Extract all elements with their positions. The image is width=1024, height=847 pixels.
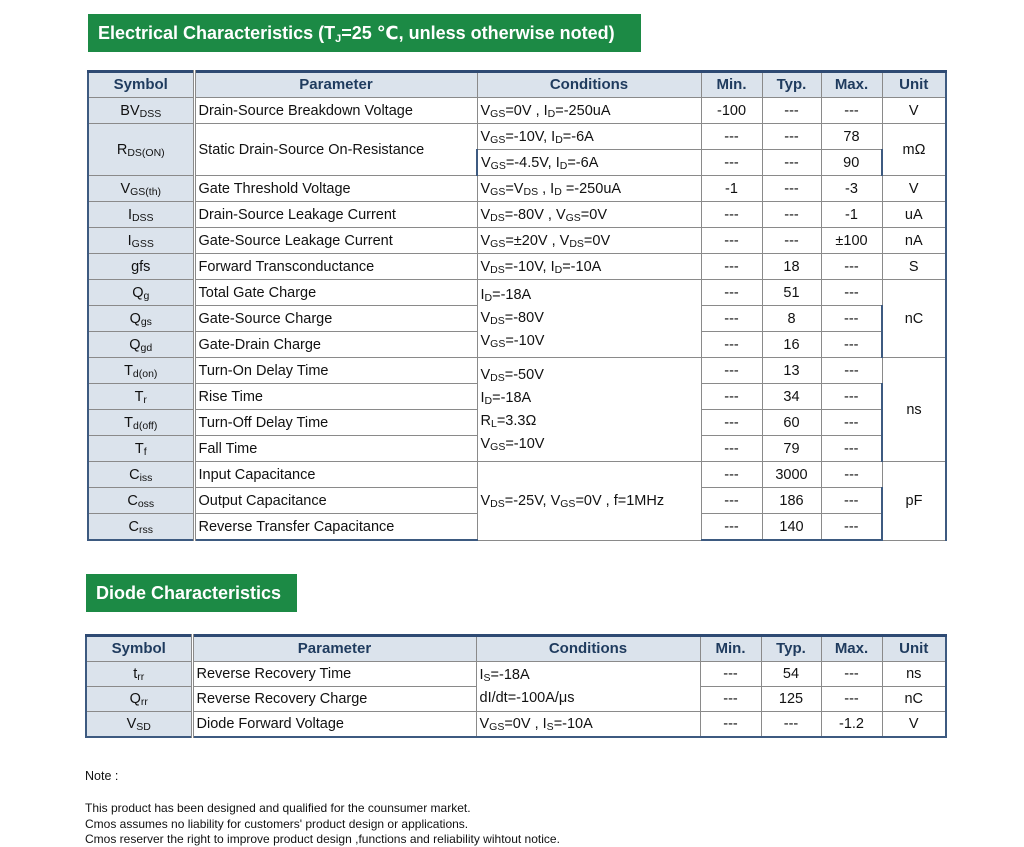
unit-cell: S (882, 254, 946, 280)
min-cell: -1 (701, 176, 762, 202)
min-cell: --- (701, 514, 762, 541)
parameter-cell: Gate-Source Leakage Current (194, 228, 477, 254)
parameter-cell: Fall Time (194, 436, 477, 462)
unit-cell: V (882, 98, 946, 124)
note-line: Cmos assumes no liability for customers' product design or applications. (85, 817, 469, 831)
typ-cell: 51 (762, 280, 821, 306)
header-conditions: Conditions (476, 636, 700, 662)
parameter-cell: Reverse Recovery Time (192, 662, 476, 687)
symbol-cell: $I_{DSS}$ (88, 202, 194, 228)
symbol-cell: $T_f$ (88, 436, 194, 462)
header-typ: Typ. (762, 72, 821, 98)
max-cell: --- (821, 488, 882, 514)
symbol-cell: $R_{DS(ON)}$ (88, 124, 194, 176)
note-label: Note : (85, 769, 119, 783)
min-cell: --- (701, 462, 762, 488)
parameter-cell: Rise Time (194, 384, 477, 410)
table-row (88, 124, 946, 150)
typ-cell: 3000 (762, 462, 821, 488)
typ-cell: 8 (762, 306, 821, 332)
table-header-row (86, 636, 946, 662)
symbol-cell: $Q_{rr}$ (86, 687, 192, 712)
max-cell: --- (821, 306, 882, 332)
symbol-cell: $V_{GS(th)}$ (88, 176, 194, 202)
typ-cell: 186 (762, 488, 821, 514)
conditions-cell: $V_{DS}=-50V$ $I_D=-18A$ $R_L=3.3\Omega$ $V_{GS}=-10V$ (477, 358, 701, 462)
symbol-cell: $BV_{DSS}$ (88, 98, 194, 124)
typ-cell: --- (762, 150, 821, 176)
header-unit: Unit (882, 72, 946, 98)
symbol-cell: $C_{rss}$ (88, 514, 194, 541)
table-header-row (88, 72, 946, 98)
electrical-characteristics-table (87, 70, 947, 541)
table-row (88, 254, 946, 280)
max-cell: -3 (821, 176, 882, 202)
min-cell: --- (700, 687, 761, 712)
max-cell: 78 (821, 124, 882, 150)
max-cell: --- (821, 436, 882, 462)
typ-cell: --- (761, 712, 821, 738)
header-typ: Typ. (761, 636, 821, 662)
min-cell: --- (701, 202, 762, 228)
min-cell: --- (701, 228, 762, 254)
unit-cell: uA (882, 202, 946, 228)
min-cell: -100 (701, 98, 762, 124)
parameter-cell: Turn-Off Delay Time (194, 410, 477, 436)
min-cell: --- (700, 662, 761, 687)
max-cell: --- (821, 332, 882, 358)
min-cell: --- (701, 124, 762, 150)
parameter-cell: Total Gate Charge (194, 280, 477, 306)
unit-cell: nA (882, 228, 946, 254)
unit-cell: nC (882, 687, 946, 712)
max-cell: --- (821, 687, 882, 712)
max-cell: --- (821, 662, 882, 687)
max-cell: --- (821, 254, 882, 280)
conditions-cell: $V_{GS}=-10V$, $I_D=-6A$ (477, 124, 701, 150)
min-cell: --- (701, 306, 762, 332)
table-row (88, 176, 946, 202)
parameter-cell: Static Drain-Source On-Resistance (194, 124, 477, 176)
symbol-cell: $V_{SD}$ (86, 712, 192, 738)
conditions-cell: $V_{DS}=-25V$, $V_{GS}=0V$ , f=1MHz (477, 462, 701, 541)
diode-characteristics-title: Diode Characteristics (86, 574, 297, 612)
table-row (88, 202, 946, 228)
unit-cell: V (882, 176, 946, 202)
parameter-cell: Drain-Source Breakdown Voltage (194, 98, 477, 124)
symbol-cell: $Q_g$ (88, 280, 194, 306)
min-cell: --- (701, 436, 762, 462)
diode-characteristics-table (85, 634, 947, 738)
parameter-cell: Input Capacitance (194, 462, 477, 488)
unit-cell: nC (882, 280, 946, 358)
symbol-cell: $I_{GSS}$ (88, 228, 194, 254)
min-cell: --- (701, 150, 762, 176)
typ-cell: 34 (762, 384, 821, 410)
symbol-cell: $C_{oss}$ (88, 488, 194, 514)
max-cell: --- (821, 98, 882, 124)
typ-cell: 16 (762, 332, 821, 358)
typ-cell: 18 (762, 254, 821, 280)
table-row (88, 98, 946, 124)
typ-cell: --- (762, 124, 821, 150)
conditions-cell: $V_{GS}=\pm 20V$ , $V_{DS}=0V$ (477, 228, 701, 254)
typ-cell: 60 (762, 410, 821, 436)
typ-cell: 140 (762, 514, 821, 541)
symbol-cell: $T_{d(on)}$ (88, 358, 194, 384)
header-conditions: Conditions (477, 72, 701, 98)
header-min: Min. (701, 72, 762, 98)
min-cell: --- (701, 410, 762, 436)
parameter-cell: Gate Threshold Voltage (194, 176, 477, 202)
note-line: Cmos reserver the right to improve product design ,functions and reliability wihtout notice. (85, 832, 560, 846)
header-min: Min. (700, 636, 761, 662)
symbol-cell: $T_r$ (88, 384, 194, 410)
unit-cell: ns (882, 662, 946, 687)
min-cell: --- (701, 488, 762, 514)
parameter-cell: Forward Transconductance (194, 254, 477, 280)
conditions-cell: $V_{GS}=-4.5V$, $I_D=-6A$ (477, 150, 701, 176)
max-cell: --- (821, 514, 882, 541)
conditions-cell: $V_{DS}=-80V$ , $V_{GS}=0V$ (477, 202, 701, 228)
parameter-cell: Reverse Transfer Capacitance (194, 514, 477, 541)
max-cell: --- (821, 280, 882, 306)
parameter-cell: Output Capacitance (194, 488, 477, 514)
symbol-cell: $C_{iss}$ (88, 462, 194, 488)
unit-cell: V (882, 712, 946, 738)
min-cell: --- (701, 358, 762, 384)
min-cell: --- (700, 712, 761, 738)
table-row (88, 358, 946, 384)
min-cell: --- (701, 254, 762, 280)
max-cell: --- (821, 462, 882, 488)
max-cell: --- (821, 358, 882, 384)
max-cell: ±100 (821, 228, 882, 254)
typ-cell: 54 (761, 662, 821, 687)
electrical-characteristics-title: Electrical Characteristics ($T_J=25$ ℃, unless otherwise noted) (88, 14, 641, 52)
conditions-cell: $V_{GS}=0V$ , $I_D=-250uA$ (477, 98, 701, 124)
header-max: Max. (821, 72, 882, 98)
header-symbol: Symbol (88, 72, 194, 98)
header-max: Max. (821, 636, 882, 662)
table-row (88, 228, 946, 254)
header-parameter: Parameter (192, 636, 476, 662)
symbol-cell: $t_{rr}$ (86, 662, 192, 687)
conditions-cell: $I_S=-18A$ dI/dt=-100A/μs (476, 662, 700, 712)
symbol-cell: $Q_{gs}$ (88, 306, 194, 332)
max-cell: 90 (821, 150, 882, 176)
note-line: This product has been designed and qualified for the counsumer market. (85, 801, 471, 815)
typ-cell: 125 (761, 687, 821, 712)
min-cell: --- (701, 280, 762, 306)
max-cell: -1 (821, 202, 882, 228)
table-row (88, 280, 946, 306)
conditions-cell: $V_{GS}=0V$ , $I_S=-10A$ (476, 712, 700, 738)
unit-cell: pF (882, 462, 946, 541)
parameter-cell: Drain-Source Leakage Current (194, 202, 477, 228)
header-symbol: Symbol (86, 636, 192, 662)
parameter-cell: Reverse Recovery Charge (192, 687, 476, 712)
max-cell: --- (821, 384, 882, 410)
typ-cell: --- (762, 228, 821, 254)
parameter-cell: Turn-On Delay Time (194, 358, 477, 384)
symbol-cell: $T_{d(off)}$ (88, 410, 194, 436)
parameter-cell: Gate-Drain Charge (194, 332, 477, 358)
header-unit: Unit (882, 636, 946, 662)
max-cell: --- (821, 410, 882, 436)
conditions-cell: $V_{DS}=-10V$, $I_D=-10A$ (477, 254, 701, 280)
table-row (86, 662, 946, 687)
typ-cell: --- (762, 176, 821, 202)
parameter-cell: Diode Forward Voltage (192, 712, 476, 738)
unit-cell: ns (882, 358, 946, 462)
min-cell: --- (701, 332, 762, 358)
max-cell: -1.2 (821, 712, 882, 738)
typ-cell: --- (762, 98, 821, 124)
parameter-cell: Gate-Source Charge (194, 306, 477, 332)
table-row (88, 462, 946, 488)
table-row (86, 712, 946, 738)
conditions-cell: $I_D=-18A$ $V_{DS}=-80V$ $V_{GS}=-10V$ (477, 280, 701, 358)
typ-cell: 79 (762, 436, 821, 462)
symbol-cell: gfs (88, 254, 194, 280)
typ-cell: --- (762, 202, 821, 228)
conditions-cell: $V_{GS}=V_{DS}$ , $I_D =-250uA$ (477, 176, 701, 202)
header-parameter: Parameter (194, 72, 477, 98)
symbol-cell: $Q_{gd}$ (88, 332, 194, 358)
min-cell: --- (701, 384, 762, 410)
typ-cell: 13 (762, 358, 821, 384)
unit-cell: mΩ (882, 124, 946, 176)
